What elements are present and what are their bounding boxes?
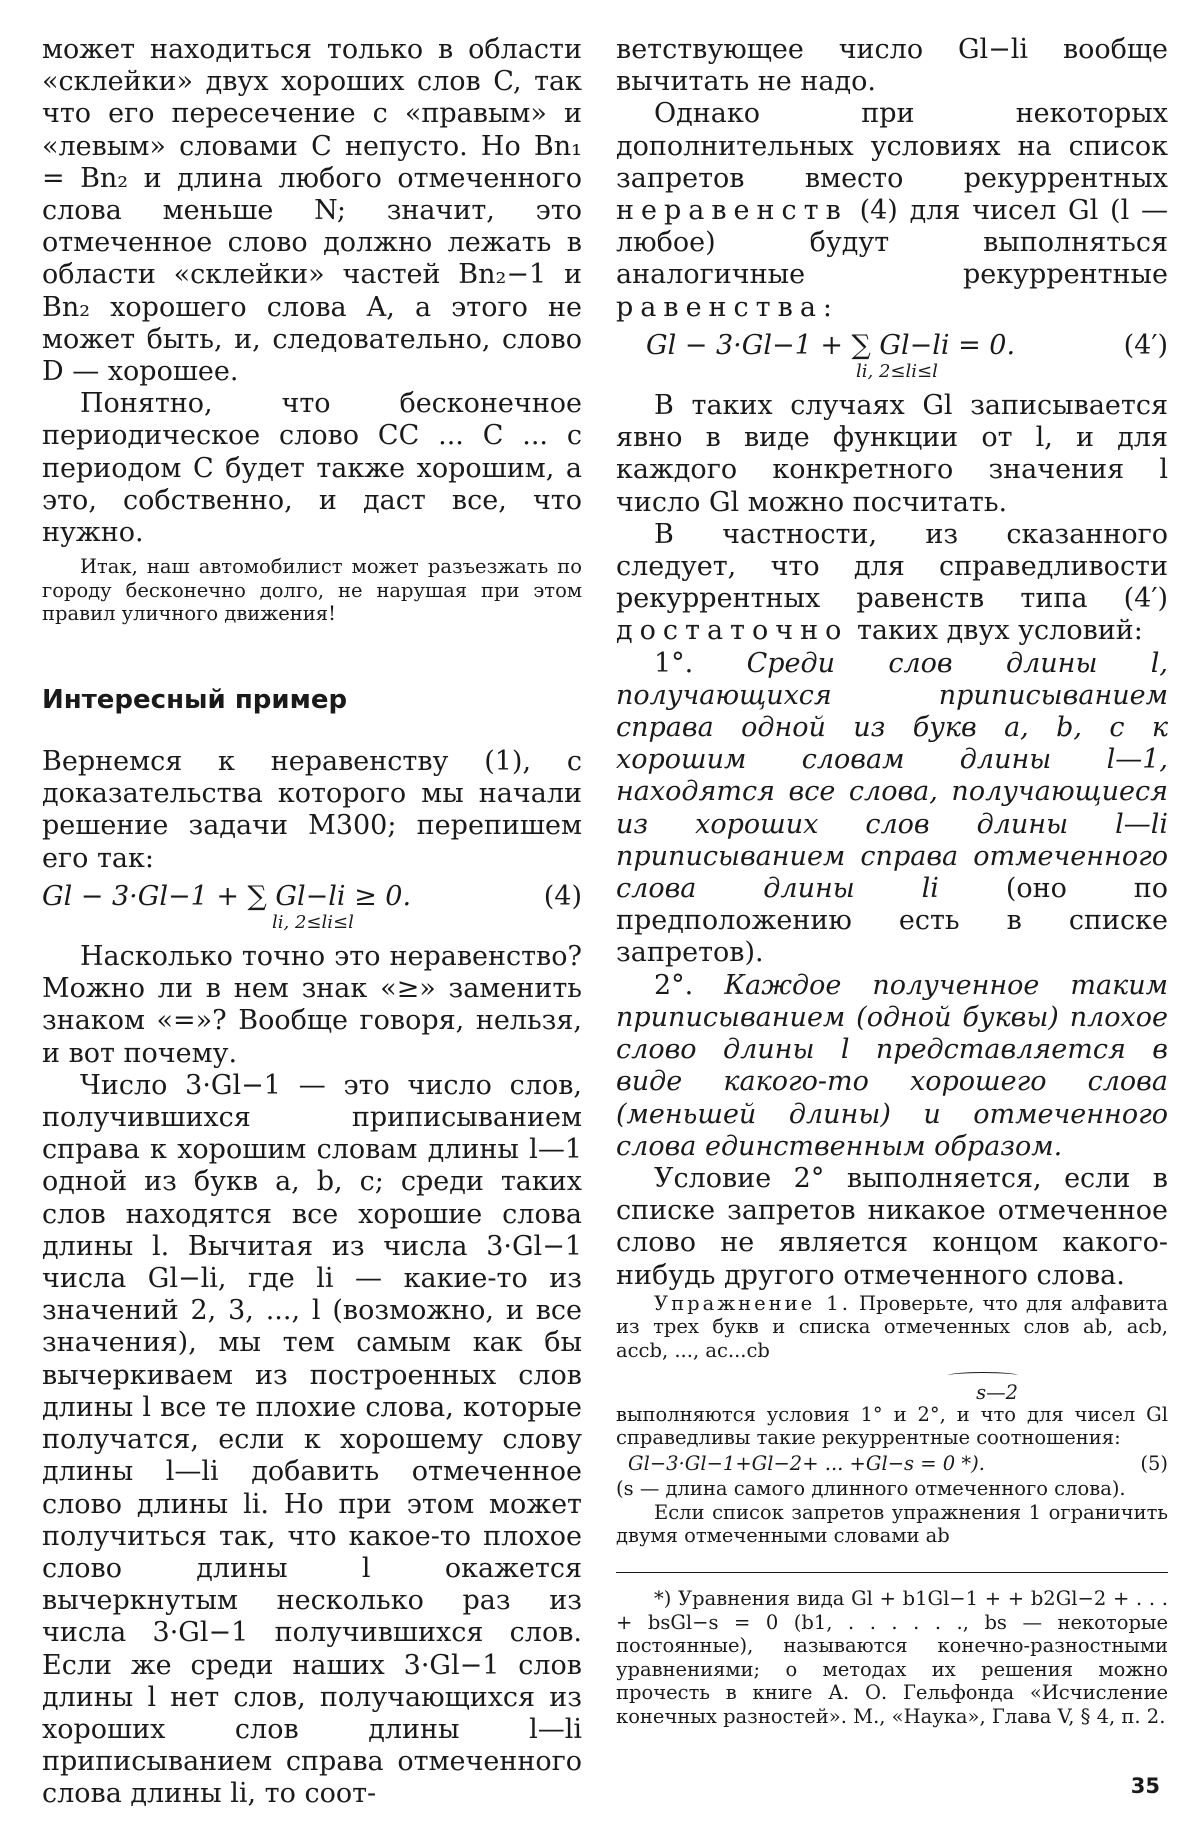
condition-1-number: 1°. — [654, 647, 694, 679]
underbrace-icon — [948, 1372, 1018, 1379]
formula-4-prime — [616, 330, 1168, 382]
formula-4-expression: Gl − 3·Gl−1 + ∑ Gl−li ≥ 0. — [42, 880, 412, 912]
condition-2-text: Каждое полученное таким приписыванием (одной буквы) плохое слово длины l представляется в виде какого-то хорошего слова (меньшей длины) и отмеченного слова единственным образом. — [616, 969, 1168, 1162]
left-paragraph-6: Число 3·Gl−1 — это число слов, получившихся приписыванием справа к хорошим словам длины l—1 одной из букв a, b, c; среди таких слов находятся все хорошие слова длины l. Вычитая из числа 3·Gl−1 числа Gl−li, где li — какие-то из значений 2, 3, ..., l (возможно, и все значения), мы тем самым как бы вычеркиваем из построенных слов длины l все те плохие слова, которые получатся, если к хорошему слову длины l—li добавить отмеченное слово длины li. Но при этом может получиться так, что какое-то плохое слово длины l окажется вычеркнутым несколько раз из числа 3·Gl−1 получившихся слов. Если же среди наших 3·Gl−1 слов длины l нет слов, получающихся из хороших слов длины l—li приписыванием справа отмеченного слова длины li, то соот- — [42, 1069, 582, 1810]
formula-4-prime-tag: (4′) — [1123, 329, 1168, 361]
left-paragraph-3: Итак, наш автомобилист может разъезжать по городу бесконечно долго, не нарушая при этом правил уличного движения! — [42, 555, 582, 626]
right-paragraph-6: Если список запретов упражнения 1 ограничить двумя отмеченными словами ab — [616, 1500, 1168, 1548]
right-paragraph-2-part-c: (4) для чисел Gl (l — любое) будут выполняться аналогичные рекуррентные — [616, 195, 1168, 291]
right-column — [616, 34, 1168, 1729]
formula-4-subscript: li, 2≤li≤l — [272, 912, 354, 934]
right-paragraph-2-part-a: Однако при некоторых дополнительных условиях на список запретов вместо рекуррентных — [616, 98, 1168, 194]
right-paragraph-4-spaced: достаточно — [616, 615, 849, 647]
formula-4-tag: (4) — [543, 880, 582, 912]
footnote-divider — [616, 1572, 1168, 1573]
left-paragraph-5: Насколько точно это неравенство? Можно ли в нем знак «≥» заменить знаком «=»? Вообще говоря, нельзя, и вот почему. — [42, 941, 582, 1069]
right-paragraph-4 — [616, 519, 1168, 648]
left-column — [42, 34, 582, 1811]
formula-4-prime-expression: Gl − 3·Gl−1 + ∑ Gl−li = 0. — [646, 329, 1016, 361]
formula-5-expression: Gl−3·Gl−1+Gl−2+ ... +Gl−s = 0 *). — [628, 1451, 985, 1475]
condition-2 — [616, 970, 1168, 1163]
formula-4 — [42, 881, 582, 933]
right-paragraph-2 — [616, 98, 1168, 323]
page-number: 35 — [1130, 1774, 1160, 1798]
right-paragraph-1: ветствующее число Gl−li вообще вычитать не надо. — [616, 34, 1168, 98]
condition-1-text: Среди слов длины l, получающихся приписыванием справа одной из букв a, b, c к хорошим словам длины l—1, находятся все слова, получающиеся из хороших слов длины l—li приписыванием справа отмеченного слова длины li — [616, 647, 1168, 905]
exercise-1-text-2: выполняются условия 1° и 2°, и что для чисел Gl справедливы такие рекуррентные соотношения: — [616, 1402, 1168, 1450]
footnote: *) Уравнения вида Gl + b1Gl−1 + + b2Gl−2 + . . . + bsGl−s = 0 (b1, . . . . . ., bs — некоторые постоянные), называются конечно-разностными уравнениями; о методах их решения можно прочесть в книге А. О. Гельфонда «Исчисление конечных разностей». М., «Наука», Глава V, § 4, п. 2. — [616, 1587, 1168, 1729]
right-paragraph-2-spaced-b: равенства: — [616, 291, 840, 323]
exercise-1 — [616, 1292, 1168, 1548]
section-heading: Интересный пример — [42, 685, 348, 716]
formula-4-prime-subscript: li, 2≤li≤l — [856, 361, 938, 383]
right-paragraph-4-part-a: В частности, из сказанного следует, что для справедливости рекуррентных равенств типа (4′) — [616, 518, 1168, 615]
exercise-1-brace-label: s—2 — [976, 1380, 1018, 1404]
left-paragraph-4: Вернемся к неравенству (1), с доказательства которого мы начали решение задачи М300; перепишем его так: — [42, 746, 582, 874]
formula-5-tag: (5) — [1140, 1451, 1168, 1475]
exercise-1-label: Упражнение 1. — [654, 1291, 851, 1315]
condition-1-tail: (оно по предположению есть в списке запретов). — [616, 873, 1168, 969]
left-paragraph-2: Понятно, что бесконечное периодическое слово CC ... C ... с периодом C будет также хорошим, а это, собственно, и даст все, что нужно. — [42, 388, 582, 549]
exercise-1-text-3: (s — длина самого длинного отмеченного слова). — [616, 1477, 1126, 1501]
right-paragraph-2-spaced-a: неравенств — [616, 195, 848, 227]
condition-1 — [616, 648, 1168, 970]
right-paragraph-3: В таких случаях Gl записывается явно в виде функции от l, и для каждого конкретного значения l число Gl можно посчитать. — [616, 390, 1168, 518]
left-paragraph-1: может находиться только в области «склейки» двух хороших слов C, так что его пересечение с «правым» и «левым» словами C непусто. Но Bn₁ = Bn₂ и длина любого отмеченного слова меньше N; значит, это отмеченное слово должно лежать в области «склейки» частей Bn₂−1 и Bn₂ хорошего слова A, а этого не может быть, и, следовательно, слово D — хорошее. — [42, 34, 582, 388]
exercise-1-brace — [616, 1363, 1168, 1403]
condition-2-number: 2°. — [654, 969, 694, 1001]
exercise-1-text: Проверьте, что для алфавита из трех букв и списка отмеченных слов ab, acb, accb, ..., ac...cb — [616, 1291, 1169, 1362]
right-paragraph-4-part-c: таких двух условий: — [856, 615, 1143, 647]
formula-5 — [616, 1452, 1168, 1476]
right-paragraph-5: Условие 2° выполняется, если в списке запретов никакое отмеченное слово не является концом какого-нибудь другого отмеченного слова. — [616, 1162, 1168, 1291]
